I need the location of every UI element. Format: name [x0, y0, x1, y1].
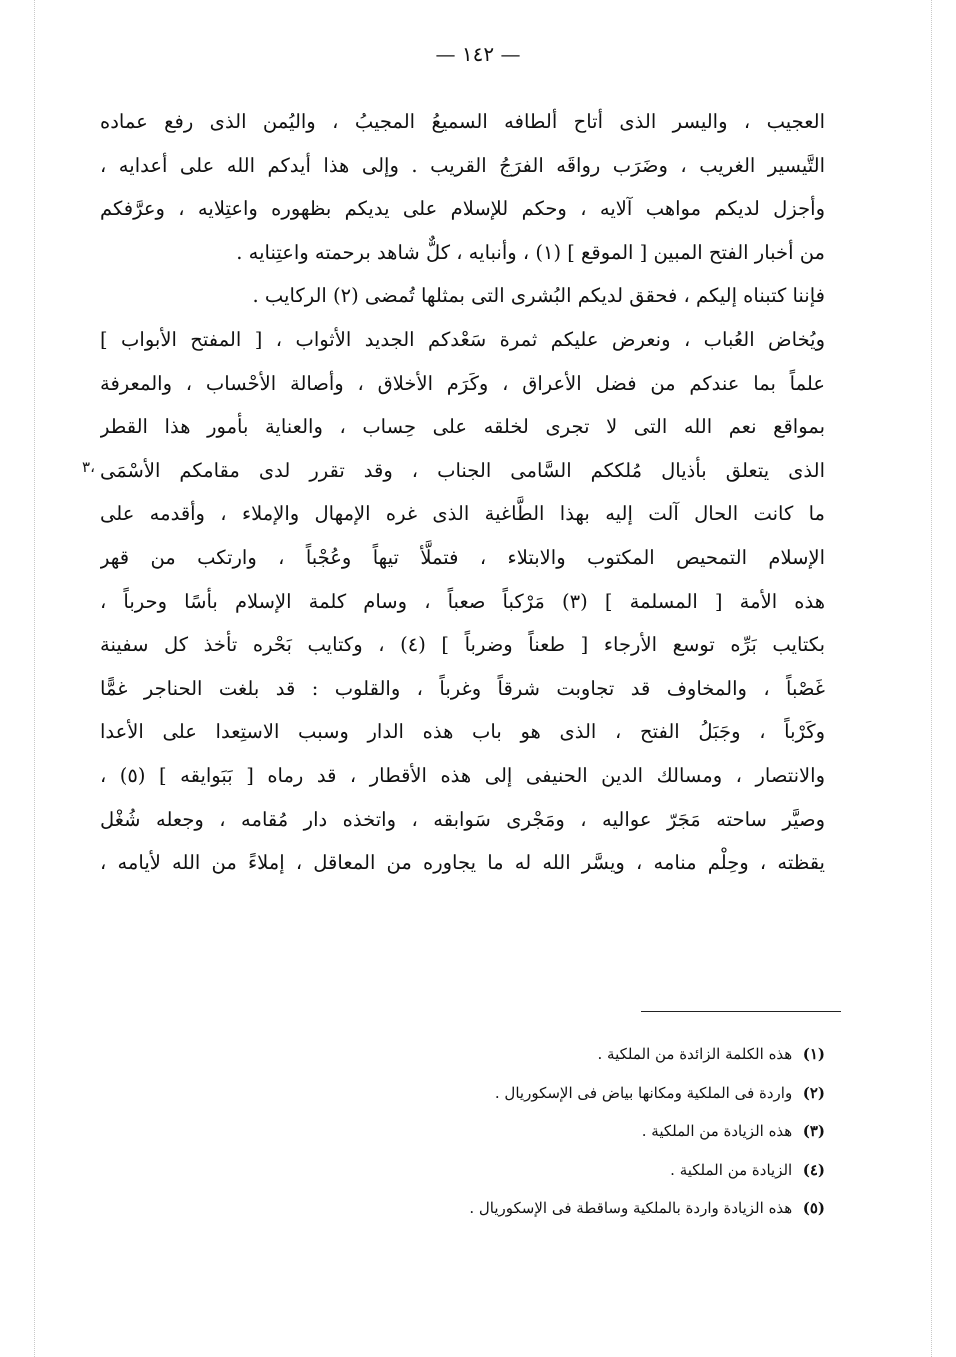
text-line: وكَرْباً ، وجَبَلُ الفتح ، الذى هو باب هذه الدار وسبب الاستِعدا على الأعدا	[100, 720, 825, 744]
footnote-text: واردة فى الملكية ومكانها بياض فى الإسكوريال .	[494, 1083, 793, 1102]
right-margin-dots	[931, 0, 932, 1357]
text-line: يقظته ، وحِلْم منامه ، ويسَّر الله له ما يجاوره من المعاقل ، إملاءً من الله لأيامه ،	[100, 851, 825, 875]
left-margin-dots	[34, 0, 35, 1357]
text-line: والانتصار ، ومسالك الدين الحنيفى إلى هذه الأقطار ، قد رماه [ بَبَوايقه ] (٥) ،	[100, 763, 825, 787]
text-line: غَصْباً ، والمخاوف قد تجاوبت شرقاً وغرباً ، والقلوب : قد بلغت الحناجر غمًّا	[100, 676, 825, 700]
text-line: ويُخاض العُباب ، ونعرض عليكم ثمرة سَعْدكم الجديد الأثواب ، [ المفتح الأبواب ]	[100, 327, 825, 351]
footnote-number: (٤)	[802, 1160, 825, 1179]
text-line: وصيَّر ساحته مَجَرّ عواليه ، ومَجْرى سَوابقه ، واتخذه دار مُقامه ، وجعله شُغْل	[100, 807, 825, 831]
page-number: — ١٤٢ —	[435, 42, 521, 66]
footnote-divider	[641, 1011, 841, 1012]
text-line: هذه الأمة [ المسلمة ] (٣) مَرْكباً صعباً ، وسام كلمة الإسلام بأسًا وحرباً ،	[100, 589, 825, 613]
text-line: فإننا كتبناه إليكم ، فحقق لديكم البُشرى التى بمثلها تُمضى (٢) الركايب .	[252, 284, 825, 308]
footnote-text: هذه الزيادة من الملكية .	[641, 1122, 793, 1140]
footnote-item	[300, 1074, 825, 1113]
footnote-item	[300, 1189, 825, 1228]
footnote-number: (٢)	[802, 1083, 825, 1102]
margin-note: ٣،	[82, 458, 95, 476]
footnote-number: (٣)	[802, 1122, 825, 1140]
text-line: ما كانت الحال آلت إليه بهذا الطَّاغية الذى غره الإمهال والإملاء ، وأقدمه على	[100, 502, 825, 526]
footnote-item	[300, 1035, 825, 1074]
text-line: بكتايب بَرِّه توسع الأرجاء [ طعناً وضرباً ] (٤) ، وكتايب بَحْره تأخذ كل سفينة	[100, 633, 825, 657]
text-line: التَّيسير الغريب ، وضَرَب رواقَه الفرَجُ القريب . وإلى هذا أيدكم الله على أعدايه ،	[100, 153, 825, 177]
text-line: العجيب ، واليسر الذى أتاح ألطافه السميعُ المجيبُ ، واليُمن الذى رفع عماده	[100, 110, 825, 133]
main-text	[100, 100, 825, 885]
text-line: علماً بما عندكم من فضل الأعراق ، وكَرَم الأخلاق ، وأصالة الأحْساب ، والمعرفة	[100, 371, 825, 395]
text-line: بمواقع نعم الله التى لا تجرى لخلقه على حِساب ، والعناية بأمور هذا القطر	[100, 415, 825, 439]
footnote-number: (٥)	[802, 1199, 825, 1217]
text-line: وأجزل لديكم مواهب آلايه ، وحكم للإسلام على يديكم بظهوره واعتِلايه ، وعرَّفكم	[100, 197, 825, 221]
footnote-number: (١)	[802, 1045, 825, 1063]
footnote-text: هذه الكلمة الزائدة من الملكية .	[597, 1045, 793, 1063]
footnote-text: هذه الزيادة واردة بالملكية وساقطة فى الإسكوريال .	[469, 1199, 793, 1217]
text-line: الإسلام التمحيص المكتوب والابتلاء ، فتملَّأ تيهاً وعُجْباً ، وارتكب من قهر	[100, 545, 825, 569]
text-line: الذى يتعلق بأذيال مُلككم السَّامى الجناب ، وقد تقرر لدى مقامكم الأسْمَى	[100, 458, 825, 482]
footnote-text: الزيادة من الملكية .	[670, 1160, 793, 1179]
footnote-item	[300, 1112, 825, 1151]
text-line: من أخبار الفتح المبين [ الموقع ] (١) ، وأنبايه ، كلٌّ شاهد برحمته واعتِنايه .	[236, 240, 825, 264]
footnote-item	[300, 1151, 825, 1190]
footnotes	[300, 1035, 825, 1228]
